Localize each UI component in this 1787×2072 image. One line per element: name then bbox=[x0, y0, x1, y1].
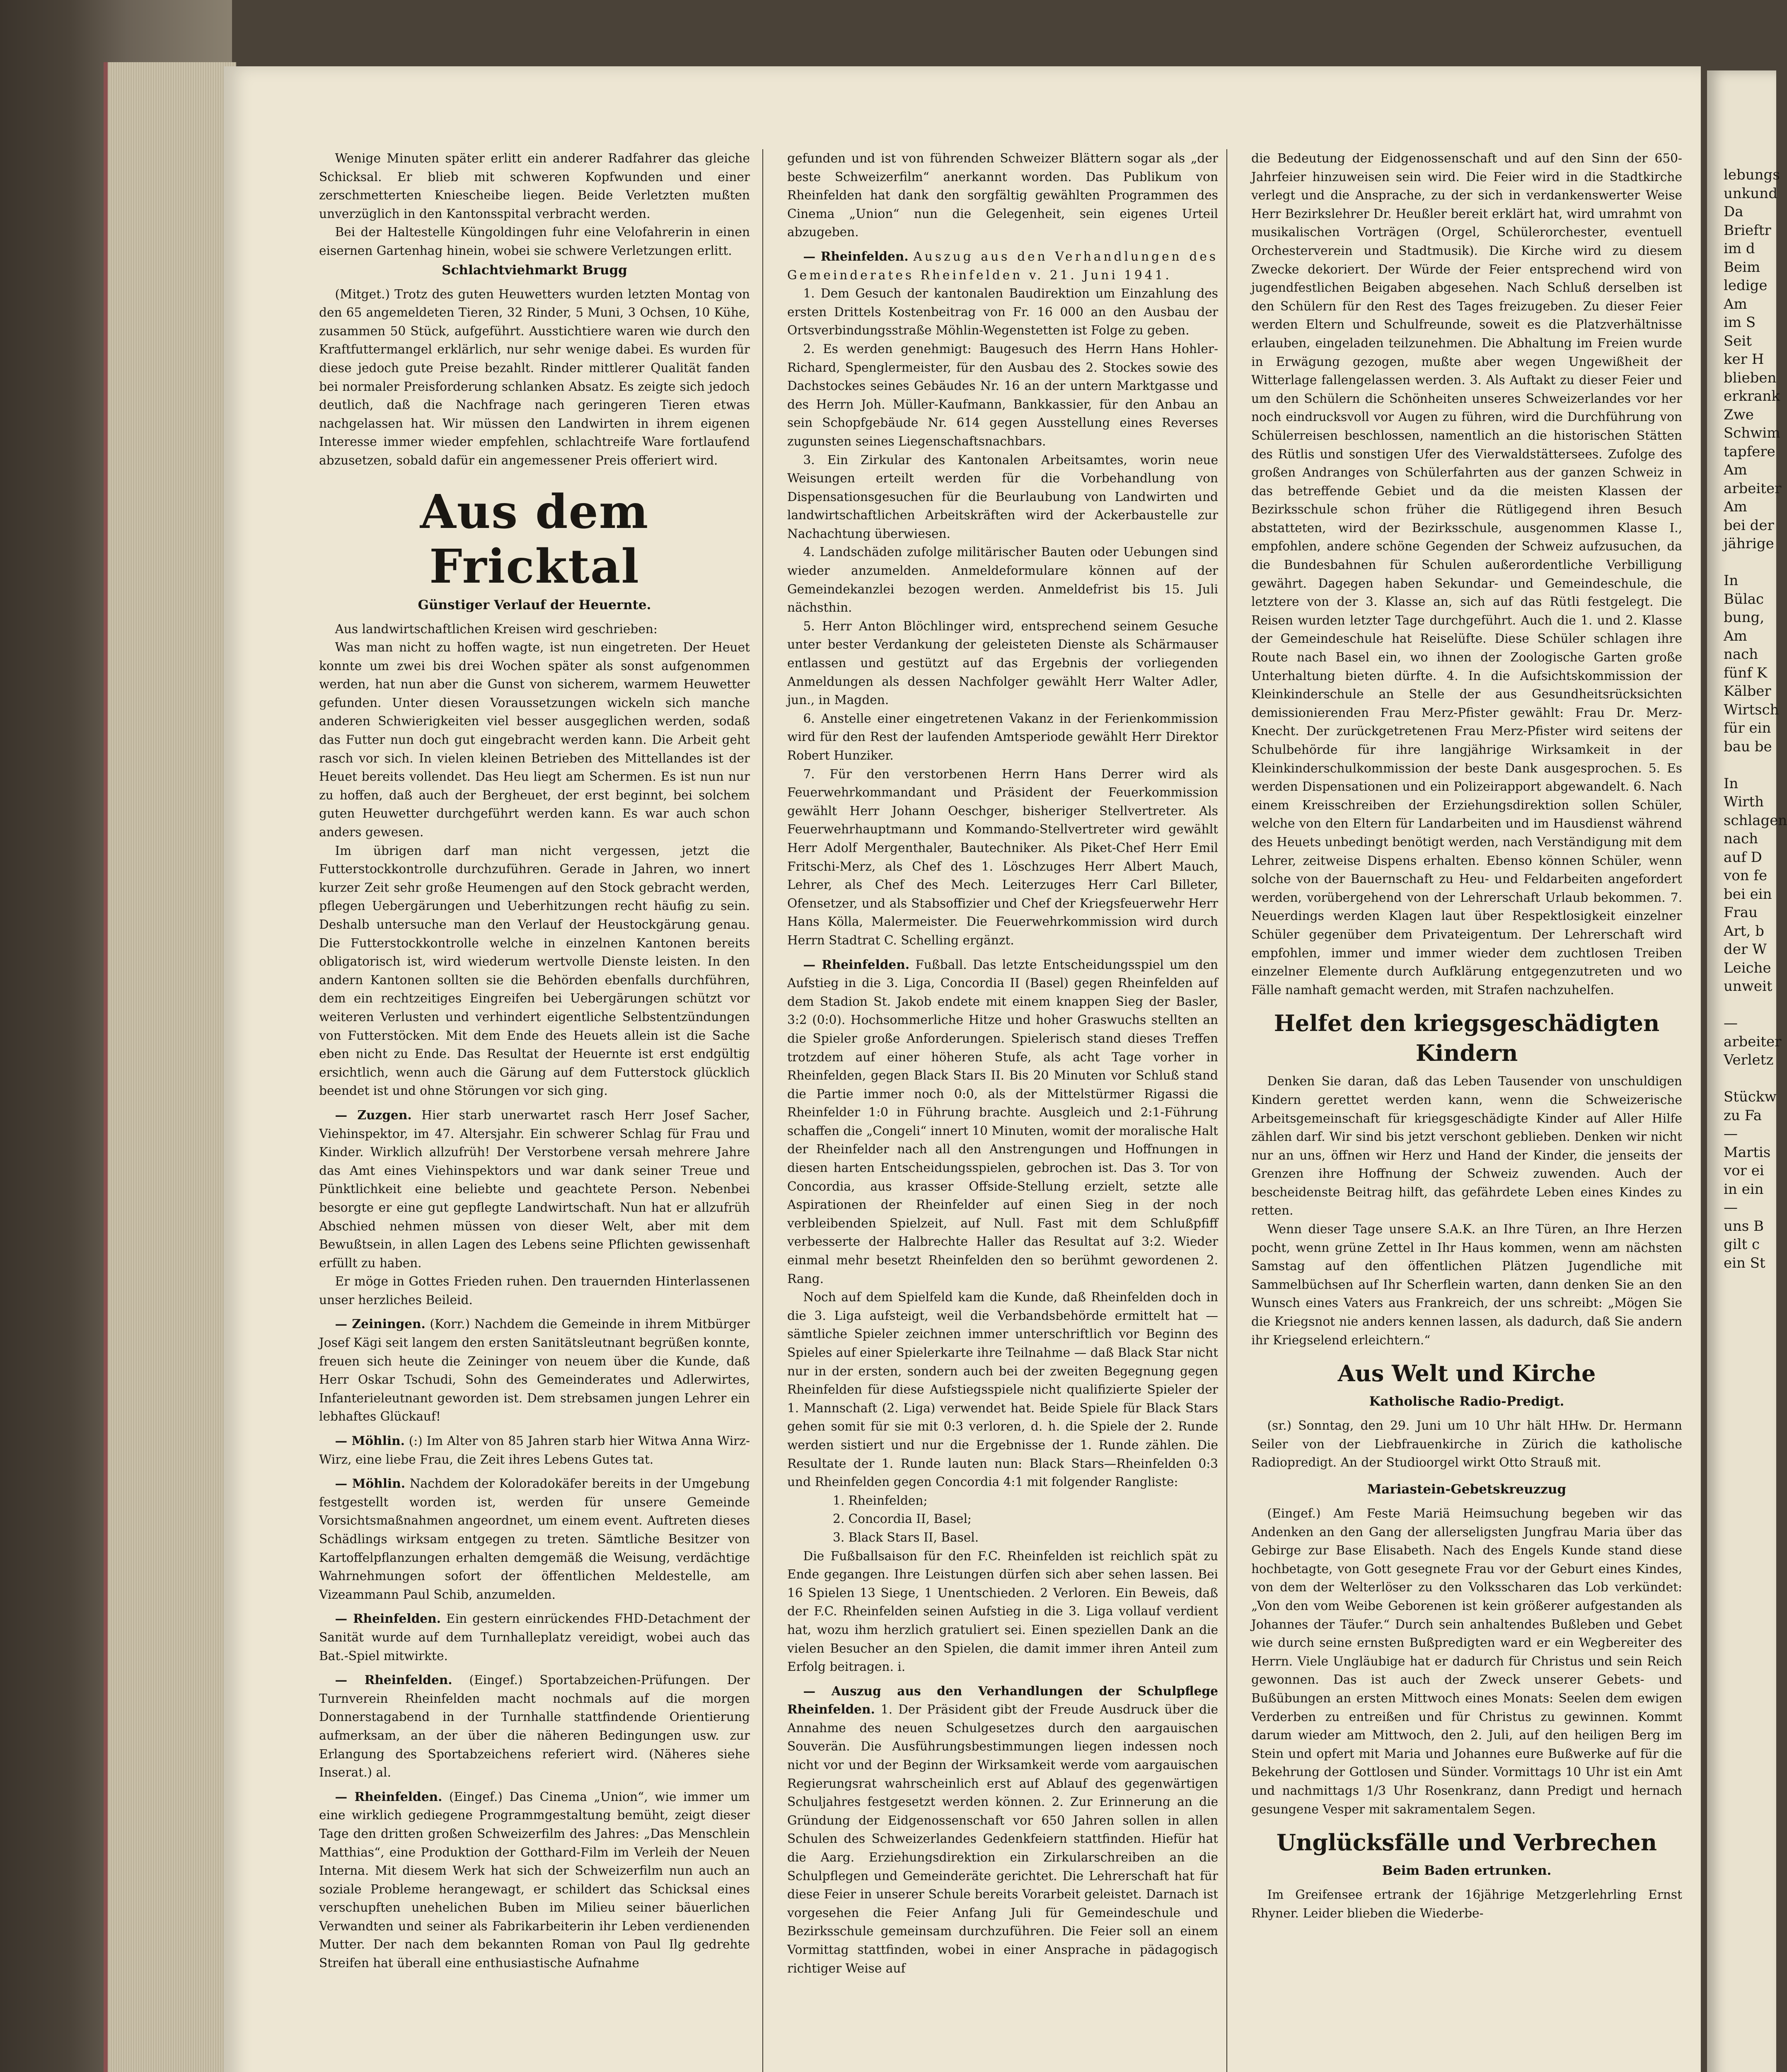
article-paragraph: 1. Dem Gesuch der kantonalen Baudirektion um Einzahlung des ersten Drittels Kostenbeitrag von Fr. 16 000 an den Ausbau der Ortsverbindungsstraße Möhlin-Wegenstetten ist Folge zu geben. bbox=[787, 286, 1218, 338]
section-subheading: Katholische Radio-Predigt. bbox=[1369, 1394, 1565, 1409]
ranking-item: 3. Black Stars II, Basel. bbox=[833, 1530, 979, 1544]
news-item bbox=[319, 1474, 750, 1604]
newspaper-page bbox=[224, 66, 1701, 2072]
ranking-item: 2. Concordia II, Basel; bbox=[833, 1512, 972, 1526]
article-paragraph: Denken Sie daran, daß das Leben Tausender von unschuldigen Kindern gerettet werden kann, wenn die Schweizerische Arbeitsgemeinschaft für kriegsgeschädigte Kinder auf Aller Hilfe zählen darf. Wir sind bis jetzt verschont geblieben. Denken wir nicht nur an uns, öffnen wir Herz und Hand der Kinder, die jenseits der Grenzen ihre Hoffnung der Schweiz zuwenden. Auch der bescheidenste Beitrag hilft, das gefährdete Leben eines Kindes zu retten. bbox=[1251, 1074, 1682, 1218]
article-paragraph: Die Fußballsaison für den F.C. Rheinfelden ist reichlich spät zu Ende gegangen. Ihre Leistungen dürfen sich aber sehen lassen. Bei 16 Spielen 13 Siege, 1 Unentschieden. 2 Verloren. Ein Beweis, daß der F.C. Rheinfelden seinen Aufstieg in die 3. Liga vollauf verdient hat, wozu ihm herzlich gratuliert sei. Einen speziellen Dank an die vielen Besucher an den Spielen, die damit immer ihren Anteil zum Erfolg beitragen. i. bbox=[787, 1549, 1218, 1674]
news-item bbox=[319, 1610, 750, 1665]
article-paragraph: Bei der Haltestelle Küngoldingen fuhr eine Velofahrerin in einen eisernen Gartenhag hinein, wobei sie schwere Verletzungen erlitt. bbox=[319, 225, 750, 258]
news-item-dateline: — Auszug aus den Verhandlungen der Schulpflege Rheinfelden. bbox=[787, 1683, 1218, 1717]
section-heading: Schlachtviehmarkt Brugg bbox=[442, 262, 627, 278]
news-item-text: (Eingef.) Sportabzeichen-Prüfungen. Der Turnverein Rheinfelden macht nochmals auf die morgen Donnerstagabend in der Turnhalle stattfindende Orientierung aufmerksam, an der über die näheren Bedingungen usw. zur Erlangung des Sportabzeichens referiert wird. (Näheres siehe Inserat.) al. bbox=[319, 1673, 750, 1780]
article-paragraph: Noch auf dem Spielfeld kam die Kunde, daß Rheinfelden doch in die 3. Liga aufsteigt, weil die Verbandsbehörde ermittelt hat — sämtliche Spieler zeichnen immer unterschriftlich vor Beginn des Spieles auf einer Spielerkarte ihre Teilnahme — daß Black Star nicht nur in der ersten, sondern auch bei der zweiten Begegnung gegen Rheinfelden für diese Aufstiegsspiele nicht qualifizierte Spieler der 1. Mannschaft (2. Liga) verwendet hat. Beide Spiele für Black Stars gehen somit für sie mit 0:3 verloren, d. h. die Spiele der 2. Runde werden sistiert und nur die Ergebnisse der 1. Runde zählen. Die Resultate der 1. Runde lauten nun: Black Stars—Rheinfelden 0:3 und Rheinfelden gegen Concordia 4:1 mit folgender Rangliste: bbox=[787, 1290, 1218, 1489]
article-paragraph: Was man nicht zu hoffen wagte, ist nun eingetreten. Der Heuet konnte um zwei bis drei Wochen später als sonst aufgenommen werden, hat nun aber die Gunst von sicherem, warmem Heuwetter gefunden. Unter diesen Voraussetzungen wickeln sich manche anderen Schwierigkeiten viel besser ausgeglichen werden, sodaß das Futter nun doch gut eingebracht werden kann. Die Arbeit geht rasch vor sich. In vielen kleinen Betrieben des Mittellandes ist der Heuet bereits vollendet. Das Heu liegt am Schermen. Es ist nun nur zu hoffen, daß auch der Bergheuet, der erst beginnt, bei solchem guten Heuwetter durchgeführt werden kann. Es war auch schon anders gewesen. bbox=[319, 640, 750, 840]
adjacent-page-text-fragments: lebungs unkund Da Brieftr im d Beim ledige Am im S Seit ker H blieben erkrank Zwe Schwim tapfere Am arbeiter Am bei der jährige In Bülac bung, Am nach fünf K Kälber Wirtsch für ein bau be In Wirth schlagen nach auf D von fe bei ein Frau Art, b der W Leiche unweit — arbeiter Verletz Stückw zu Fa — Martis vor ei in ein — uns B gilt c ein St bbox=[1724, 167, 1787, 1271]
news-item-dateline: — Möhlin. bbox=[335, 1476, 406, 1491]
news-item-text: (:) Im Alter von 85 Jahren starb hier Witwa Anna Wirz-Wirz, eine liebe Frau, die Zeit ihres Lebens Gutes tat. bbox=[319, 1434, 750, 1467]
news-item bbox=[319, 1432, 750, 1469]
news-item bbox=[319, 1315, 750, 1426]
news-item-dateline: — Rheinfelden. bbox=[335, 1673, 452, 1687]
article-paragraph: 2. Es werden genehmigt: Baugesuch des Herrn Hans Hohler-Richard, Spenglermeister, für den Ausbau des 2. Stockes sowie des Dachstockes seines Gebäudes Nr. 16 an der untern Marktgasse und des Herrn Joh. Müller-Kaufmann, Bankkassier, für den Anbau an sein Schopfgebäude Nr. 614 gegen Ausstellung eines Reverses zugunsten seines Liegenschaftsnachbars. bbox=[787, 341, 1218, 448]
section-heading: Aus Welt und Kirche bbox=[1337, 1360, 1596, 1387]
section-subheading: Beim Baden ertrunken. bbox=[1382, 1863, 1552, 1878]
news-item-text: Nachdem der Koloradokäfer bereits in der Umgebung festgestellt worden ist, werden für unsere Gemeinde Vorsichtsmaßnahmen angeordnet, um einem event. Auftreten dieses Schädlings wirksam entgegen zu treten. Sämtliche Besitzer von Kartoffelpflanzungen erhalten demgemäß die Weisung, verdächtige Wahrnehmungen sofort der öffentlichen Meldestelle, am Vizeammann Paul Schib, anzumelden. bbox=[319, 1477, 750, 1602]
article-paragraph: Wenn dieser Tage unsere S.A.K. an Ihre Türen, an Ihre Herzen pocht, wenn grüne Zettel in Ihr Haus kommen, wenn am nächsten Samstag auf den öffentlichen Plätzen Jugendliche mit Sammelbüchsen auf Ihr Scherflein warten, dann denken Sie an den Wunsch eines Vaters aus Frankreich, der uns schreibt: „Mögen Sie die Kriegsnot nie anders kennen lassen, als dadurch, daß Sie andern ihr Kriegselend erleichtern.“ bbox=[1251, 1222, 1682, 1347]
news-item-dateline: — Zeiningen. bbox=[335, 1317, 426, 1331]
article-paragraph: 7. Für den verstorbenen Herrn Hans Derrer wird als Feuerwehrkommandant und Präsident der Feuerkommission gewählt Herr Johann Oeschger, bisheriger Stellvertreter. Als Feuerwehrhauptmann und Kommando-Stellvertreter wird gewählt Herr Adolf Mergenthaler, Bautechniker. Als Piket-Chef Herr Emil Fritschi-Merz, als Chef des 1. Löschzuges Herr Albert Mauch, Lehrer, als Chef des Mech. Leiterzuges Herr Carl Billeter, Ofensetzer, und als Stabsoffizier und Chef der Kriegsfeuerwehr Herr Hans Kölla, Malermeister. Die Feuerwehrkommission wird durch Herrn Stadtrat C. Schelling ergänzt. bbox=[787, 767, 1218, 947]
news-item-text: Hier starb unerwartet rasch Herr Josef Sacher, Viehinspektor, im 47. Altersjahr. Ein schwerer Schlag für Frau und Kinder. Wirklich allzufrüh! Der Verstorbene versah mehrere Jahre das Amt eines Viehinspektors und war dank seiner Treue und Pünktlichkeit eine beliebte und geachtete Person. Nebenbei besorgte er eine gut gepflegte Landwirtschaft. Nun hat er allzufrüh Abschied nehmen müssen von dieser Welt, aber mit dem Bewußtsein, in allen Lagen des Lebens seine Pflichten gewissenhaft erfüllt zu haben. bbox=[319, 1108, 750, 1270]
news-item-dateline: — Möhlin. bbox=[335, 1433, 405, 1448]
news-item bbox=[787, 247, 1218, 284]
news-item-text: (Korr.) Nachdem die Gemeinde in ihrem Mitbürger Josef Kägi seit langem den ersten Sanitätsleutnant begrüßen konnte, freuen sich heute die Zeininger von neuem über die Kunde, daß Herr Oskar Tschudi, Sohn des Gemeinderates und Adlerwirtes, Infanterieleutnant geworden ist. Dem strebsamen jungen Lehrer ein lebhaftes Glückauf! bbox=[319, 1317, 750, 1424]
adjacent-page-edge bbox=[1707, 70, 1787, 2072]
article-paragraph: gefunden und ist von führenden Schweizer Blättern sogar als „der beste Schweizerfilm“ anerkannt worden. Das Publikum von Rheinfelden hat dank den sorgfältig gewählten Programmen des Cinema „Union“ nun die Gelegenheit, sein eigenes Urteil abzugeben. bbox=[787, 151, 1218, 240]
news-item-dateline: — Rheinfelden. bbox=[335, 1611, 441, 1626]
news-item-text: Auszug aus den Verhandlungen des Gemeinderates Rheinfelden v. 21. Juni 1941. bbox=[787, 249, 1218, 282]
page-stack-edges bbox=[104, 62, 236, 2072]
news-item-dateline: — Rheinfelden. bbox=[803, 249, 909, 264]
news-item bbox=[787, 956, 1218, 1288]
section-heading: Unglücksfälle und Verbrechen bbox=[1276, 1829, 1657, 1856]
article-paragraph: 5. Herr Anton Blöchlinger wird, entsprechend seinem Gesuche unter bester Verdankung der geleisteten Dienste als Schärmauser entlassen und gestützt auf das Ergebnis der vorliegenden Anmeldungen als dessen Nachfolger gewählt Herr Walter Adler, jun., in Magden. bbox=[787, 619, 1218, 707]
section-heading: Mariastein-Gebetskreuzzug bbox=[1367, 1482, 1567, 1497]
article-paragraph: 4. Landschäden zufolge militärischer Bauten oder Uebungen sind wieder anzumelden. Anmeldeformulare können auf der Gemeindekanzlei bezogen werden. Anmeldefrist bis 15. Juli nächsthin. bbox=[787, 545, 1218, 615]
news-item-text: Fußball. Das letzte Entscheidungsspiel um den Aufstieg in die 3. Liga, Concordia II (Basel) gegen Rheinfelden auf dem Stadion St. Jakob endete mit einem knappen Sieg der Basler, 3:2 (0:0). Hochsommerliche Hitze und hoher Graswuchs stellten an die Spieler große Anforderungen. Spielerisch stand dieses Treffen trotzdem auf einer höheren Stufe, als acht Tage vorher in Rheinfelden, gegen Black Stars II. Bis 20 Minuten vor Schluß stand die Partie immer noch 0:0, als der Mittelstürmer Rigassi die Rheinfelder 1:0 in Führung brachte. Ausgleich und 2:1-Führung schaffen die „Congeli“ innert 10 Minuten, womit der moralische Halt der Rheinfelder nach all den Anstrengungen und Hoffnungen in diesen harten Entscheidungsspielen, gebrochen ist. Das 3. Tor von Concordia, aus krasser Offside-Stellung erzielt, setzte alle Aspirationen der Rheinfelder auf einen Sieg in der noch verbleibenden Spielzeit, auf Null. Fast mit dem Schlußpfiff verbesserte der Halbrechte Haller das Resultat auf 3:2. Wieder einmal mehr besetzt Rheinfelden den so berühmt gewordenen 2. Rang. bbox=[787, 957, 1218, 1286]
column-rule bbox=[762, 149, 763, 2072]
column-2 bbox=[787, 149, 1218, 2072]
article-paragraph: 6. Anstelle einer eingetretenen Vakanz in der Ferienkommission wird für den Rest der laufenden Amtsperiode gewählt Herr Direktor Robert Hunziker. bbox=[787, 711, 1218, 762]
news-item-dateline: — Zuzgen. bbox=[335, 1107, 412, 1122]
news-item bbox=[787, 1682, 1218, 1978]
article-paragraph: (Eingef.) Am Feste Mariä Heimsuchung begeben wir das Andenken an den Gang der allerseligsten Jungfrau Maria über das Gebirge zur Base Elisabeth. Nach des Engels Kunde stand diese hochbetagte, von Gott gesegnete Frau vor der Geburt eines Kindes, von dem der Welterlöser zu den Volksscharen das Lob verkündet: „Von den vom Weibe Geborenen ist kein größerer aufgestanden als Johannes der Täufer.“ Durch sein anhaltendes Bußleben und Gebet wie durch seine ernsten Bußpredigten ward er ein Wegbereiter des Herrn. Viele Ungläubige hat er dadurch für Christus und sein Reich gewonnen. Das ist auch der Zweck unserer Gebets- und Bußübungen an ersten Mittwoch eines Monats: Seelen dem ewigen Verderben zu entreißen und für Christus zu gewinnen. Kommt darum wieder am Mittwoch, den 2. Juli, auf den heiligen Berg im Stein und opfert mit Maria und Johannes eure Bußwerke auf für die Bekehrung der Gottlosen und Sünder. Vormittags 10 Uhr ist ein Amt und nachmittags 1/3 Uhr Rosenkranz, dann Predigt und hernach gesungene Vesper mit sakramentalem Segen. bbox=[1251, 1506, 1682, 1816]
article-paragraph: Wenige Minuten später erlitt ein anderer Radfahrer das gleiche Schicksal. Er blieb mit schweren Kopfwunden und einer zerschmetterten Kniescheibe liegen. Beide Verletzten mußten unverzüglich in den Kantonsspital verbracht werden. bbox=[319, 151, 750, 221]
news-item bbox=[319, 1106, 750, 1272]
news-item bbox=[319, 1788, 750, 1973]
ranking-list bbox=[833, 1491, 1218, 1547]
page-section-title: Aus dem Fricktal bbox=[420, 484, 649, 594]
ranking-item: 1. Rheinfelden; bbox=[833, 1493, 928, 1508]
article-paragraph: Im übrigen darf man nicht vergessen, jetzt die Futterstockkontrolle durchzuführen. Gerade in Jahren, wo innert kurzer Zeit sehr große Heumengen auf den Stock gebracht werden, pflegen Uebergärungen und Ueberhitzungen recht häufig zu sein. Deshalb untersuche man den Verlauf der Heustockgärung genau. Die Futterstockkontrolle welche in einzelnen Kantonen bereits obligatorisch ist, wird wiederum wertvolle Dienste leisten. In den andern Kantonen sollten sie die Behörden ebenfalls durchführen, dem ein rechtzeitiges Eingreifen bei Uebergärungen schützt vor weiteren Verlusten und verhindert eigentliche Selbstentzündungen von Futterstöcken. Mit dem Ende des Heuets allein ist die Sache eben nicht zu Ende. Das Resultat der Heuernte ist erst endgültig ersichtlich, wenn auch die Gärung auf dem Futterstock glücklich beendet ist und ohne Störungen vor sich ging. bbox=[319, 843, 750, 1098]
article-paragraph: Im Greifensee ertrank der 16jährige Metzgerlehrling Ernst Rhyner. Leider blieben die Wiederbe- bbox=[1251, 1888, 1682, 1920]
column-3 bbox=[1251, 149, 1682, 2072]
column-rule bbox=[1226, 149, 1227, 2072]
article-paragraph: die Bedeutung der Eidgenossenschaft und auf den Sinn der 650-Jahrfeier hinzuweisen sein wird. Die Feier wird in die Stadtkirche verlegt und die Ansprache, zu der sich in verdankenswerter Weise Herr Bezirkslehrer Dr. Heußler bereit erklärt hat, wird umrahmt von musikalischen Vorträgen (Orgel, Schülerorchester, eventuell Orchesterverein und Stadtmusik). Die Kirche wird zu diesem Zwecke dekoriert. Der Würde der Feier entsprechend wird von jugendfestlichen Beigaben abgesehen. Nach Schluß derselben ist den Schülern für den Rest des Tages freizugeben. Zu dieser Feier werden Eltern und Schulfreunde, soweit es die Platzverhältnisse erlauben, eingeladen teilzunehmen. Die Abhaltung im Freien wurde in Erwägung gezogen, mußte aber wegen Ungewißheit der Witterlage fallengelassen werden. 3. Als Auftakt zu dieser Feier und um den Schülern die Schönheiten unseres Schweizerlandes vor her noch eindrucksvoll vor Augen zu führen, wird die Durchführung von Schülerreisen beschlossen, namentlich an die historischen Stätten des Rütlis und sonstigen Ufer des Vierwaldstättersees. Zufolge des großen Andranges von Schülerfahrten aus der ganzen Schweiz in das betreffende Gebiet und da die meisten Klassen der Bezirksschule schon früher die Rütligegend ihren Besuch abstatteten, wird der Bezirksschule, ausgenommen Klasse I., empfohlen, andere schöne Gegenden der Schweiz aufzusuchen, da die Bundesbahnen für Schulen außerordentliche Verbilligung gewährt. Dagegen haben Sekundar- und Gemeindeschule, die letztere von der 3. Klasse an, sich auf das Rütli festgelegt. Die Reisen wurden letzter Tage durchgeführt. Auch die 1. und 2. Klasse der Gemeindeschule hat Reiselüfte. Diese Schüler schlagen ihre Route nach Basel ein, wo ihnen der Zoologische Garten große Unterhaltung bieten dürfte. 4. In die Aufsichtskommission der Kleinkinderschule an Stelle der aus Gesundheitsrücksichten demissionierenden Frau Merz-Pfister gewählt: Frau Dr. Merz-Knecht. Der zurückgetretenen Frau Merz-Pfister wird seitens der Schulbehörde für ihre langjährige Wirksamkeit in der Kleinkinderschulkommission der beste Dank ausgesprochen. 5. Es werden Dispensationen und ein Polizeirapport abgewandelt. 6. Nach einem Kreisschreiben der Erziehungsdirektion sollen Schüler, welche von den Eltern für Landarbeiten und im Hausdienst während des Heuets unbedingt benötigt werden, nach Verständigung mit dem Lehrer, zeitweise Dispens erhalten. Ebenso können Schüler, wenn solche von der Bauernschaft zu Heu- und Feldarbeiten angefordert werden, vorübergehend von der Lehrerschaft Urlaub bekommen. 7. Neuerdings werden Klagen laut über Respektlosigkeit einzelner Schüler gegenüber dem Privateigentum. Der Lehrerschaft wird empfohlen, immer und immer wieder dem zuchtlosen Treiben einzelner Elemente durch Aufklärung entgegenzutreten und wo Fälle namhaft gemacht werden, mit Strafen nachzuhelfen. bbox=[1251, 151, 1682, 997]
article-paragraph: Aus landwirtschaftlichen Kreisen wird geschrieben: bbox=[335, 622, 658, 636]
news-item-text: (Eingef.) Das Cinema „Union“, wie immer um eine wirklich gediegene Programmgestaltung bemüht, zeigt dieser Tage den dritten großen Schweizerfilm des Jahres: „Das Menschlein Matthias“, eine Produktion der Gotthard-Film im Verleih der Neuen Interna. Mit diesem Werk hat sich der Schweizerfilm nun auch an soziale Probleme herangewagt, er schildert das Schicksal eines verschupften unehelichen Buben im Milieu seiner bäuerlichen Verwandten und seiner als Fabrikarbeiterin ihr Leben verdienenden Mutter. Der nach dem bekannten Roman von Paul Ilg gedrehte Streifen hat überall eine enthusiastische Aufnahme bbox=[319, 1789, 750, 1970]
news-item-dateline: — Rheinfelden. bbox=[803, 957, 910, 972]
news-item-text: 1. Der Präsident gibt der Freude Ausdruck über die Annahme des neuen Schulgesetzes durch den aargauischen Souverän. Die Ausführungsbestimmungen liegen indessen noch nicht vor und der Beginn der Wirksamkeit werde vom aargauischen Regierungsrat wahrscheinlich erst auf Ablauf des gegenwärtigen Schuljahres festgesetzt werden können. 2. Zur Erinnerung an die Gründung der Eidgenossenschaft vor 650 Jahren sollen in allen Schulen des Schweizerlandes Gedenkfeiern stattfinden. Hiefür hat die Aarg. Erziehungsdirektion ein Zirkularschreiben an die Schulpflegen und Gemeinderäte gerichtet. Die Lehrerschaft hat für diese Feier in unserer Schule bereits Vorarbeit geleistet. Darnach ist vorgesehen die Feier Anfang Juli für Gemeindeschule und Bezirksschule gemeinsam durchzuführen. Die Feier soll an einem Vormittag stattfinden, wobei in einer Ansprache in pädagogisch richtiger Weise auf bbox=[787, 1702, 1218, 1975]
article-paragraph: (sr.) Sonntag, den 29. Juni um 10 Uhr hält HHw. Dr. Hermann Seiler von der Liebfrauenkirche in Zürich die katholische Radiopredigt. An der Studioorgel wirkt Otto Strauß mit. bbox=[1251, 1418, 1682, 1470]
article-paragraph: (Mitget.) Trotz des guten Heuwetters wurden letzten Montag von den 65 angemeldeten Tieren, 32 Rinder, 5 Muni, 3 Ochsen, 10 Kühe, zusammen 50 Stück, aufgeführt. Ausstichtiere waren wie durch den Kraftfuttermangel erklärlich, nur sehr wenige dabei. Es wurden für diese jedoch gute Preise bezahlt. Rinder mittlerer Qualität fanden bei normaler Preisforderung schlanken Absatz. Es zeigte sich jedoch deutlich, daß die Nachfrage nach geringeren Tieren etwas nachgelassen hat. Wir müssen den Landwirten in ihrem eigenen Interesse immer wieder empfehlen, schlachtreife Ware fortlaufend abzusetzen, sobald dafür ein angemessener Preis offeriert wird. bbox=[319, 287, 750, 467]
news-item-text: Ein gestern einrückendes FHD-Detachment der Sanität wurde auf dem Turnhalleplatz vereidigt, wobei auch das Bat.-Spiel mitwirkte. bbox=[319, 1612, 750, 1663]
section-heading: Helfet den kriegsgeschädigten Kindern bbox=[1274, 1010, 1660, 1067]
article-paragraph: Er möge in Gottes Frieden ruhen. Den trauernden Hinterlassenen unser herzliches Beileid. bbox=[319, 1274, 750, 1307]
news-item-dateline: — Rheinfelden. bbox=[335, 1789, 443, 1804]
article-paragraph: 3. Ein Zirkular des Kantonalen Arbeitsamtes, worin neue Weisungen erteilt werden für die Vorbehandlung von Dispensationsgesuchen für die Beurlaubung von Landwirten und landwirtschaftlichen Arbeitskräften wird der Ackerbaustelle zur Nachachtung überwiesen. bbox=[787, 453, 1218, 541]
section-subheading: Günstiger Verlauf der Heuernte. bbox=[418, 597, 651, 612]
column-1 bbox=[319, 149, 750, 2072]
news-item bbox=[319, 1671, 750, 1782]
